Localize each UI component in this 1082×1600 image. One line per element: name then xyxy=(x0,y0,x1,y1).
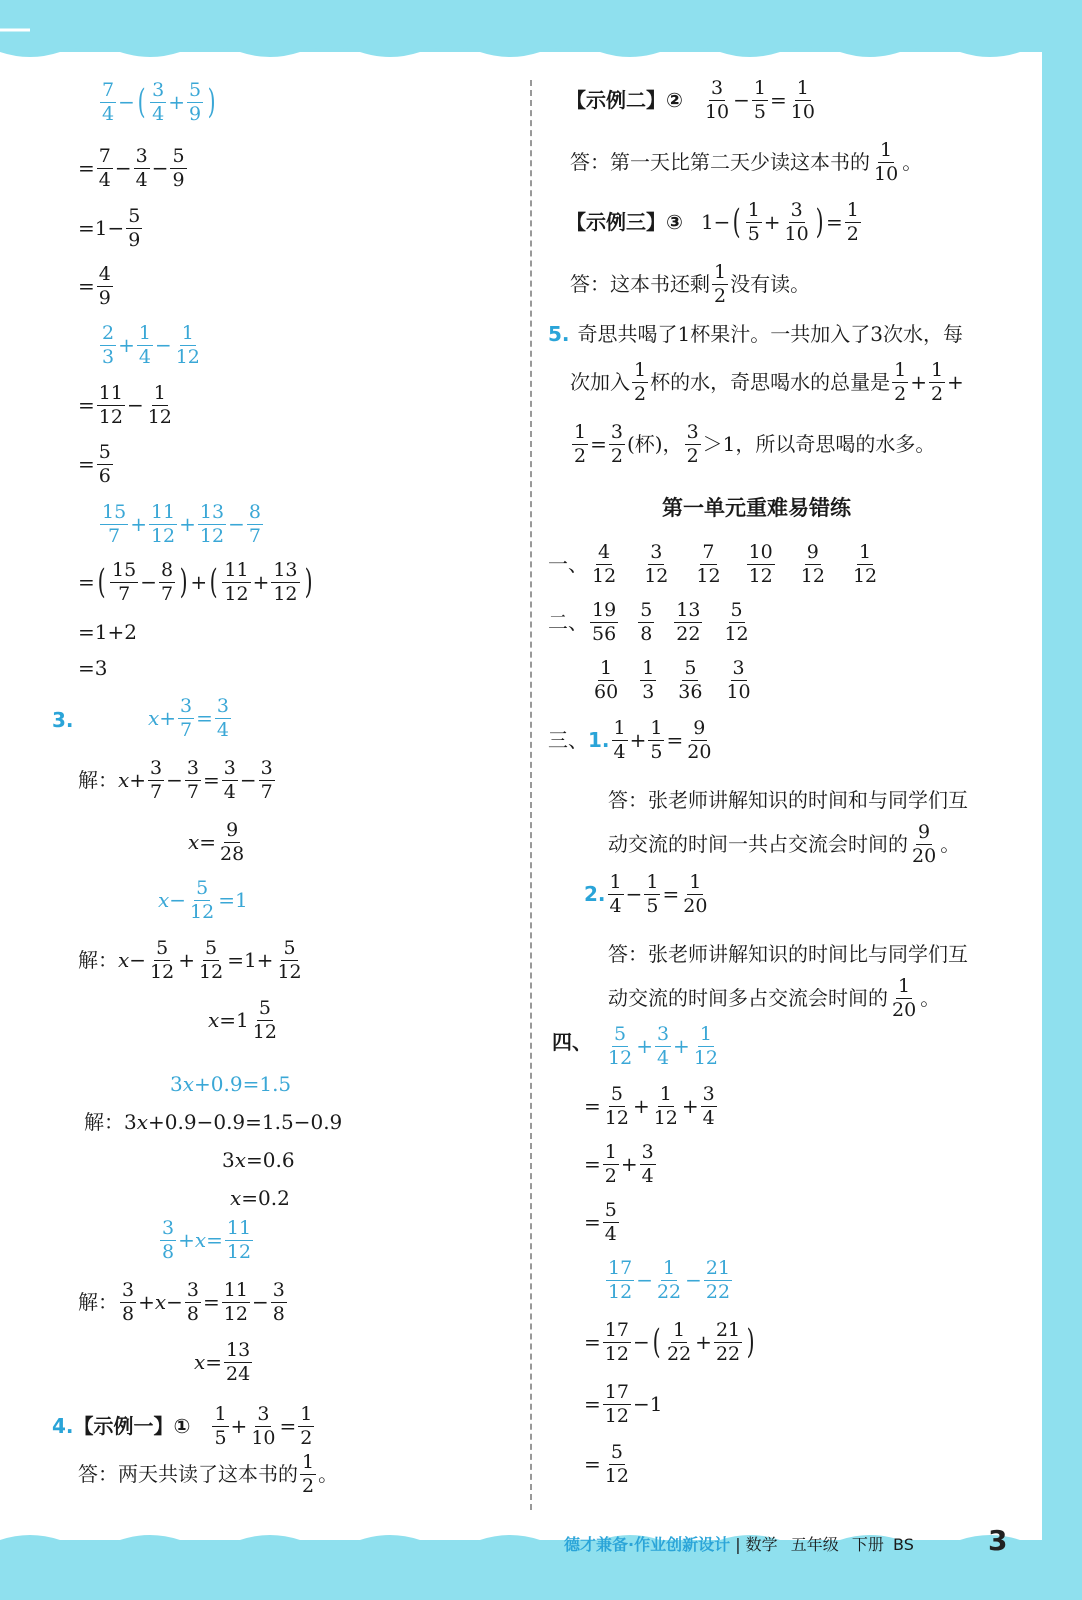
q2-step-5: = $\frac{5}{6}$ xyxy=(78,441,111,487)
q3-sol-1: 解： x + $\frac{3}{7}$ − $\frac{3}{7}$ = $\frac{3}{4}$ − $\frac{3}{7}$ xyxy=(78,757,273,803)
part-4-expr-1: $\frac{5}{12}$ + $\frac{3}{4}$ + $\frac{1}{12}$ xyxy=(608,1023,718,1069)
footer-term: 下册 xyxy=(851,1535,884,1554)
q4-example-3: 【示例三】③ 1− ( $\frac{1}{5}$ + $\frac{3}{10}$ ) = $\frac{1}{2}$ xyxy=(566,199,859,245)
part-4-expr-2: $\frac{17}{12}$ − $\frac{1}{22}$ − $\frac{21}{22}$ xyxy=(608,1257,731,1303)
q4-example-1: 4. 【示例一】① $\frac{1}{5}$ + $\frac{3}{10}$ = $\frac{1}{2}$ xyxy=(52,1403,313,1449)
q3-sol-4: 解： $\frac{3}{8}$ + x − $\frac{3}{8}$ = $\frac{11}{12}$ − $\frac{3}{8}$ xyxy=(78,1279,285,1325)
part-4-step-1: = $\frac{5}{12}$ + $\frac{1}{12}$ + $\frac{3}{4}$ xyxy=(584,1083,715,1129)
q3-sol-3-step: 3 x =0.6 xyxy=(222,1148,295,1172)
part-3-q1: 三、 1. $\frac{1}{4}$ + $\frac{1}{5}$ = $\frac{9}{20}$ xyxy=(548,717,712,763)
part-4-step-3: = $\frac{5}{4}$ xyxy=(584,1199,617,1245)
q3-sol-3: 解： 3 x +0.9−0.9=1.5−0.9 xyxy=(84,1110,343,1134)
part-1-answers: 一、 $\frac{4}{12}$ $\frac{3}{12}$ $\frac{7}{12}$ $\frac{10}{12}$ $\frac{9}{12}$ $\frac{1}{12}$ xyxy=(548,541,878,587)
q2-step-4: = $\frac{11}{12}$ − $\frac{1}{12}$ xyxy=(78,382,172,428)
part-2-answers-row-1: 二、 $\frac{19}{56}$ $\frac{5}{8}$ $\frac{13}{22}$ $\frac{5}{12}$ xyxy=(548,599,749,645)
q5-line-2: 次加入 $\frac{1}{2}$ 杯的水，奇思喝水的总量是 $\frac{1}{2}$ + $\frac{1}{2}$ + xyxy=(570,359,964,405)
part-3-q2: 2. $\frac{1}{4}$ − $\frac{1}{5}$ = $\frac{1}{20}$ xyxy=(584,871,708,917)
q3-eq-3: 3x+0.9=1.5 xyxy=(170,1072,292,1096)
q5-line-1: 5. 奇思共喝了1杯果汁。一共加入了3次水，每 xyxy=(548,322,963,346)
footer-edition: BS xyxy=(893,1535,914,1554)
q2-expr-2: $\frac{2}{3}$ + $\frac{1}{4}$ − $\frac{1}{12}$ xyxy=(102,322,200,368)
part-4-step-5: = $\frac{17}{12}$ −1 xyxy=(584,1381,663,1427)
q3-eq-2: x − $\frac{5}{12}$ =1 xyxy=(158,877,248,923)
q2-step-2: =1− $\frac{5}{9}$ xyxy=(78,205,141,251)
footer-brand: 德才兼备·作业创新设计 xyxy=(564,1535,731,1554)
part-4-step-4: = $\frac{17}{12}$ − ( $\frac{1}{22}$ + $\frac{21}{22}$ ) xyxy=(584,1319,755,1365)
q4-answer-2: 答： 第一天比第二天少读这本书的 $\frac{1}{10}$ 。 xyxy=(570,139,923,185)
page-number: 3 xyxy=(988,1524,1008,1557)
part-4-label: 四、 xyxy=(552,1030,592,1054)
column-divider xyxy=(530,80,532,1510)
part-3-q2-answer-a: 答：张老师讲解知识的时间比与同学们互 xyxy=(608,942,968,966)
part-4-step-6: = $\frac{5}{12}$ xyxy=(584,1441,629,1487)
section-title: 第一单元重难易错练 xyxy=(662,496,851,520)
q3-sol-1-result: x = $\frac{9}{28}$ xyxy=(188,819,245,865)
footer-grade: 五年级 xyxy=(790,1535,839,1554)
q4-answer-3: 答： 这本书还剩 $\frac{1}{2}$ 没有读。 xyxy=(570,261,811,307)
q3-sol-3-result: x =0.2 xyxy=(230,1186,290,1210)
part-2-answers-row-2: $\frac{1}{60}$ $\frac{1}{3}$ $\frac{5}{36}$ $\frac{3}{10}$ xyxy=(594,657,751,703)
q4-answer-1: 答： 两天共读了这本书的 $\frac{1}{2}$ 。 xyxy=(78,1451,339,1497)
q2-step-7: =1+2 xyxy=(78,620,137,644)
q2-step-3: = $\frac{4}{9}$ xyxy=(78,263,111,309)
part-3-q2-answer-b: 动交流的时间多占交流会时间的 $\frac{1}{20}$ 。 xyxy=(608,975,941,1021)
part-3-q1-answer-b: 动交流的时间一共占交流会时间的 $\frac{9}{20}$ 。 xyxy=(608,821,961,867)
part-3-q1-answer-a: 答：张老师讲解知识的时间和与同学们互 xyxy=(608,788,968,812)
footer: 德才兼备·作业创新设计 | 数学 五年级 下册 BS xyxy=(564,1535,914,1554)
q3-eq-4: $\frac{3}{8}$ + x = $\frac{11}{12}$ xyxy=(162,1217,252,1263)
q3-number: 3. xyxy=(52,708,74,732)
q3-sol-4-result: x = $\frac{13}{24}$ xyxy=(194,1339,251,1385)
q2-step-8: =3 xyxy=(78,656,108,680)
q3-sol-2-result: x =1 $\frac{5}{12}$ xyxy=(208,997,277,1043)
part-4-step-2: = $\frac{1}{2}$ + $\frac{3}{4}$ xyxy=(584,1141,654,1187)
q5-line-3: $\frac{1}{2}$ = $\frac{3}{2}$ (杯)， $\frac{3}{2}$ ＞1，所以奇思喝的水多。 xyxy=(574,421,936,467)
q3-sol-2: 解： x − $\frac{5}{12}$ + $\frac{5}{12}$ =1+ $\frac{5}{12}$ xyxy=(78,937,302,983)
footer-subject: 数学 xyxy=(745,1535,778,1554)
q2-step-1: = $\frac{7}{4}$ − $\frac{3}{4}$ − $\frac{5}{9}$ xyxy=(78,145,185,191)
q3-eq-1: x + $\frac{3}{7}$ = $\frac{3}{4}$ xyxy=(148,695,229,741)
q2-expr-3: $\frac{15}{7}$ + $\frac{11}{12}$ + $\frac{13}{12}$ − $\frac{8}{7}$ xyxy=(102,501,261,547)
q2-step-6: = ( $\frac{15}{7}$ − $\frac{8}{7}$ ) + ( $\frac{11}{12}$ + $\frac{13}{12}$ ) xyxy=(78,559,313,605)
q4-example-2: 【示例二】② $\frac{3}{10}$ − $\frac{1}{5}$ = $\frac{1}{10}$ xyxy=(566,77,815,123)
q2-expr-1: $\frac{7}{4}$ − ( $\frac{3}{4}$ + $\frac{5}{9}$ ) xyxy=(102,79,216,125)
